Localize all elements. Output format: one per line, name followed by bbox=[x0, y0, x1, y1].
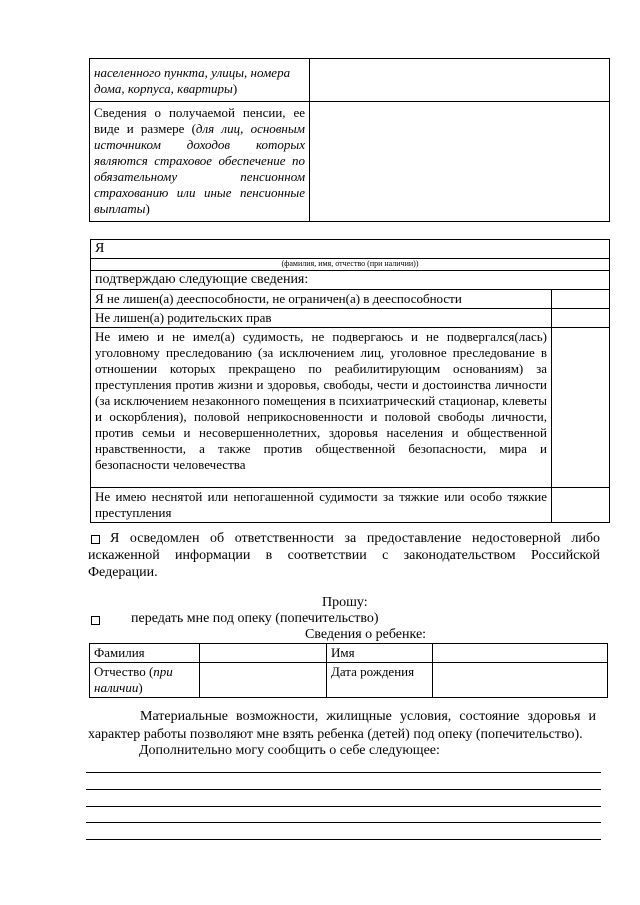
child-name-label: Имя bbox=[331, 645, 355, 660]
child-surname-label: Фамилия bbox=[94, 645, 145, 660]
child-birthdate-label: Дата рождения bbox=[331, 664, 415, 679]
declaration-item bbox=[91, 290, 552, 309]
child-name-value[interactable] bbox=[433, 644, 608, 663]
declarant-name-cell[interactable] bbox=[91, 240, 610, 259]
acknowledge-text bbox=[88, 530, 600, 581]
child-patronymic-value[interactable] bbox=[200, 663, 327, 698]
pension-label-italic: для лиц, основным источником доходов которых являются страховое обеспечение по обязательному пенсионном страхованию или иные пенсионные выплаты bbox=[94, 121, 305, 216]
writing-line[interactable] bbox=[86, 822, 601, 823]
top-info-table bbox=[89, 58, 610, 222]
declaration-item-check[interactable] bbox=[552, 488, 610, 523]
child-surname-label-cell bbox=[90, 644, 200, 663]
request-option-checkbox[interactable] bbox=[91, 616, 100, 625]
child-name-label-cell bbox=[327, 644, 433, 663]
request-option-text: передать мне под опеку (попечительство) bbox=[131, 611, 379, 626]
capabilities-paragraph-text: Материальные возможности, жилищные условия, состояние здоровья и характер работы позволяют мне взять ребенка (детей) под опеку (попечительство). bbox=[88, 709, 596, 742]
address-label-cell bbox=[90, 59, 310, 102]
declaration-item-text: Не имею неснятой или непогашенной судимости за тяжкие или особо тяжкие преступления bbox=[95, 489, 547, 520]
declaration-item bbox=[91, 328, 552, 488]
declaration-item-text: Я не лишен(а) дееспособности, не ограничен(а) в дееспособности bbox=[95, 291, 462, 306]
child-patronymic-plain: Отчество ( bbox=[94, 664, 154, 679]
child-patronymic-close: ) bbox=[138, 680, 143, 695]
acknowledge-text-content: Я осведомлен об ответственности за предоставление недостоверной либо искаженной информации в соответствии с законодательством Российской Федерации. bbox=[88, 531, 600, 580]
capabilities-paragraph bbox=[88, 708, 596, 744]
address-value-cell[interactable] bbox=[310, 59, 610, 102]
pension-label-plain: Сведения о получаемой пенсии, ее виде и размере ( bbox=[94, 105, 305, 136]
declaration-item bbox=[91, 309, 552, 328]
child-patronymic-label-cell bbox=[90, 663, 200, 698]
name-caption: (фамилия, имя, отчество (при наличии)) bbox=[281, 259, 419, 268]
child-surname-value[interactable] bbox=[200, 644, 327, 663]
child-birthdate-value[interactable] bbox=[433, 663, 608, 698]
pension-label-close: ) bbox=[145, 201, 150, 216]
address-label-close: ) bbox=[232, 81, 238, 96]
pension-label-cell bbox=[90, 102, 310, 222]
child-info-title: Сведения о ребенке: bbox=[305, 627, 427, 642]
request-title: Прошу: bbox=[322, 595, 368, 610]
declaration-table bbox=[90, 239, 610, 523]
declaration-item bbox=[91, 488, 552, 523]
declaration-item-text: Не имею и не имел(а) судимость, не подвергаюсь и не подвергался(лась) уголовному преследованию (за исключением лиц, уголовное преследование в отношении которых прекращено по реабилитирующим основаниям) за преступления против жизни и здоровья, свободы, чести и достоинства личности (за исключением незаконного помещения в психиатрический стационар, клеветы и оскорбления), половой неприкосновенности и половой свободы личности, против семьи и несовершеннолетних, здоровья населения и общественной нравственности, а также против общественной безопасности, мира и безопасности человечества bbox=[95, 329, 547, 472]
child-info-table bbox=[89, 643, 608, 698]
child-patronymic-italic: при наличии bbox=[94, 664, 173, 695]
ya-label: Я bbox=[95, 241, 105, 256]
confirm-cell bbox=[91, 271, 610, 290]
declaration-item-check[interactable] bbox=[552, 328, 610, 488]
declaration-item-check[interactable] bbox=[552, 309, 610, 328]
address-label-italic: населенного пункта, улицы, номера дома, корпуса, квартиры bbox=[94, 65, 291, 96]
additional-info-label: Дополнительно могу сообщить о себе следующее: bbox=[139, 743, 440, 758]
pension-value-cell[interactable] bbox=[310, 102, 610, 222]
name-caption-cell bbox=[91, 259, 610, 271]
writing-line[interactable] bbox=[86, 806, 601, 807]
declaration-item-text: Не лишен(а) родительских прав bbox=[95, 310, 272, 325]
confirm-text: подтверждаю следующие сведения: bbox=[95, 272, 309, 287]
writing-line[interactable] bbox=[86, 839, 601, 840]
writing-line[interactable] bbox=[86, 772, 601, 773]
declaration-item-check[interactable] bbox=[552, 290, 610, 309]
child-birthdate-label-cell bbox=[327, 663, 433, 698]
writing-line[interactable] bbox=[86, 789, 601, 790]
